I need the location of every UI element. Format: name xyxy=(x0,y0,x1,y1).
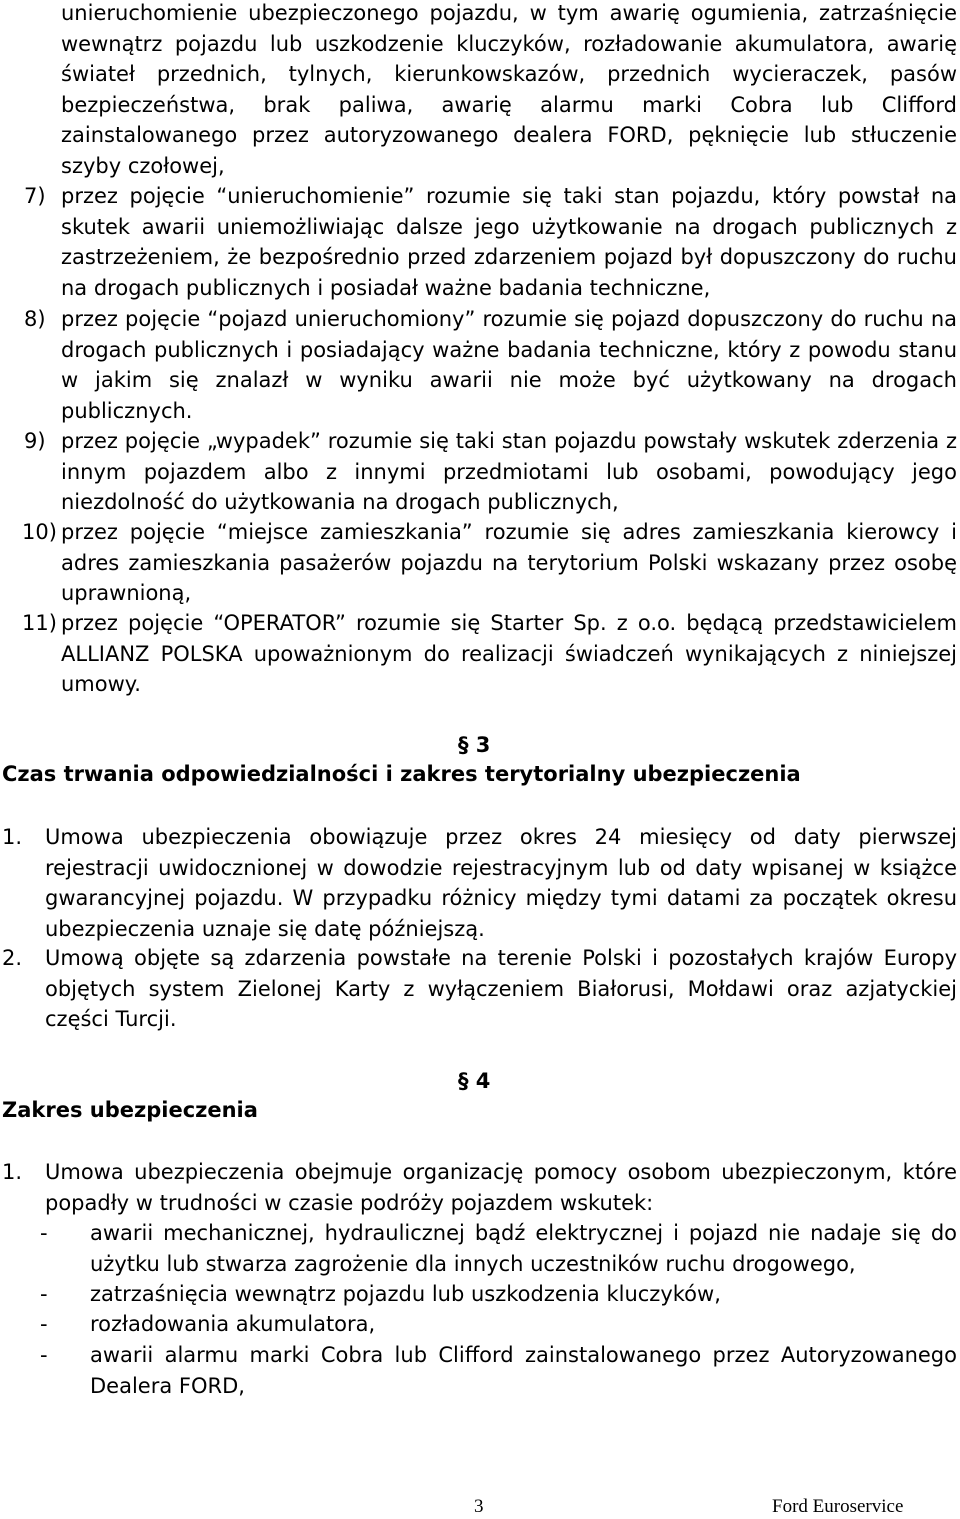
dash-marker: - xyxy=(40,1282,48,1306)
paragraph-number: 1. xyxy=(2,825,23,849)
paragraph-number: 1. xyxy=(2,1160,23,1184)
section-4-mark: § 4 xyxy=(458,1069,491,1093)
item-number: 9) xyxy=(24,429,46,453)
paragraph-text: Umowa ubezpieczenia obowiązuje przez okres 24 miesięcy od daty pierwszej rejestracji uwidocznionej w dowodzie rejestracyjnym lub od daty wpisanej w książce gwarancyjnej pojazdu. W przypadku różnicy między tymi datami za początek okresu ubezpieczenia uznaje się datę późniejszą. xyxy=(45,825,957,941)
footer-brand: Ford Euroservice xyxy=(772,1496,904,1517)
item-number: 7) xyxy=(24,184,46,208)
section-3-mark: § 3 xyxy=(458,733,491,757)
paragraph-text: Umową objęte są zdarzenia powstałe na terenie Polski i pozostałych krajów Europy objętych system Zielonej Karty z wyłączeniem Białorusi, Mołdawi oraz azjatyckiej części Turcji. xyxy=(45,946,957,1031)
bullet-text: rozładowania akumulatora, xyxy=(90,1312,376,1336)
item-text: przez pojęcie “pojazd unieruchomiony” rozumie się pojazd dopuszczony do ruchu na drogach publicznych i posiadający ważne badania techniczne, który z powodu stanu w jakim się znalazł w wyniku awarii nie może być użytkowany na drogach publicznych. xyxy=(61,307,957,423)
dash-marker: - xyxy=(40,1343,48,1367)
item-text: przez pojęcie “unieruchomienie” rozumie się taki stan pojazdu, który powstał na skutek awarii uniemożliwiając dalsze jego użytkowanie na drogach publicznych z zastrzeżeniem, że bezpośrednio przed zdarzeniem pojazd był dopuszczony do ruchu na drogach publicznych i posiadał ważne badania techniczne, xyxy=(61,184,957,300)
dash-marker: - xyxy=(40,1221,48,1245)
item-number: 10) xyxy=(22,520,57,544)
paragraph-text: Umowa ubezpieczenia obejmuje organizację pomocy osobom ubezpieczonym, które popadły w trudności w czasie podróży pojazdem wskutek: xyxy=(45,1160,957,1215)
item-text: przez pojęcie “miejsce zamieszkania” rozumie się adres zamieszkania kierowcy i adres zamieszkania pasażerów pojazdu na terytorium Polski wskazany przez osobę uprawnioną, xyxy=(61,520,957,605)
item-text: przez pojęcie „wypadek” rozumie się taki stan pojazdu powstały wskutek zderzenia z innym pojazdem albo z innymi przedmiotami lub osobami, powodujący jego niezdolność do użytkowania na drogach publicznych, xyxy=(61,429,957,514)
continuation-paragraph: unieruchomienie ubezpieczonego pojazdu, w tym awarię ogumienia, zatrzaśnięcie wewnątrz pojazdu lub uszkodzenie kluczyków, rozładowanie akumulatora, awarię świateł przednich, tylnych, kierunkowskazów, przednich wycieraczek, pasów bezpieczeństwa, brak paliwa, awarię alarmu marki Cobra lub Clifford zainstalowanego przez autoryzowanego dealera FORD, pęknięcie lub stłuczenie szyby czołowej, xyxy=(61,1,957,178)
section-4-heading: Zakres ubezpieczenia xyxy=(2,1098,258,1122)
bullet-text: awarii mechanicznej, hydraulicznej bądź elektrycznej i pojazd nie nadaje się do użytku lub stwarza zagrożenie dla innych uczestników ruchu drogowego, xyxy=(90,1221,957,1276)
paragraph-number: 2. xyxy=(2,946,23,970)
bullet-text: zatrzaśnięcia wewnątrz pojazdu lub uszkodzenia kluczyków, xyxy=(90,1282,721,1306)
section-3-heading: Czas trwania odpowiedzialności i zakres terytorialny ubezpieczenia xyxy=(2,762,801,786)
bullet-text: awarii alarmu marki Cobra lub Clifford zainstalowanego przez Autoryzowanego Dealera FORD, xyxy=(90,1343,957,1398)
item-number: 8) xyxy=(24,307,46,331)
dash-marker: - xyxy=(40,1312,48,1336)
item-number: 11) xyxy=(22,611,57,635)
item-text: przez pojęcie “OPERATOR” rozumie się Starter Sp. z o.o. będącą przedstawicielem ALLIANZ POLSKA upoważnionym do realizacji świadczeń wynikających z niniejszej umowy. xyxy=(61,611,957,696)
page-number: 3 xyxy=(474,1496,484,1517)
